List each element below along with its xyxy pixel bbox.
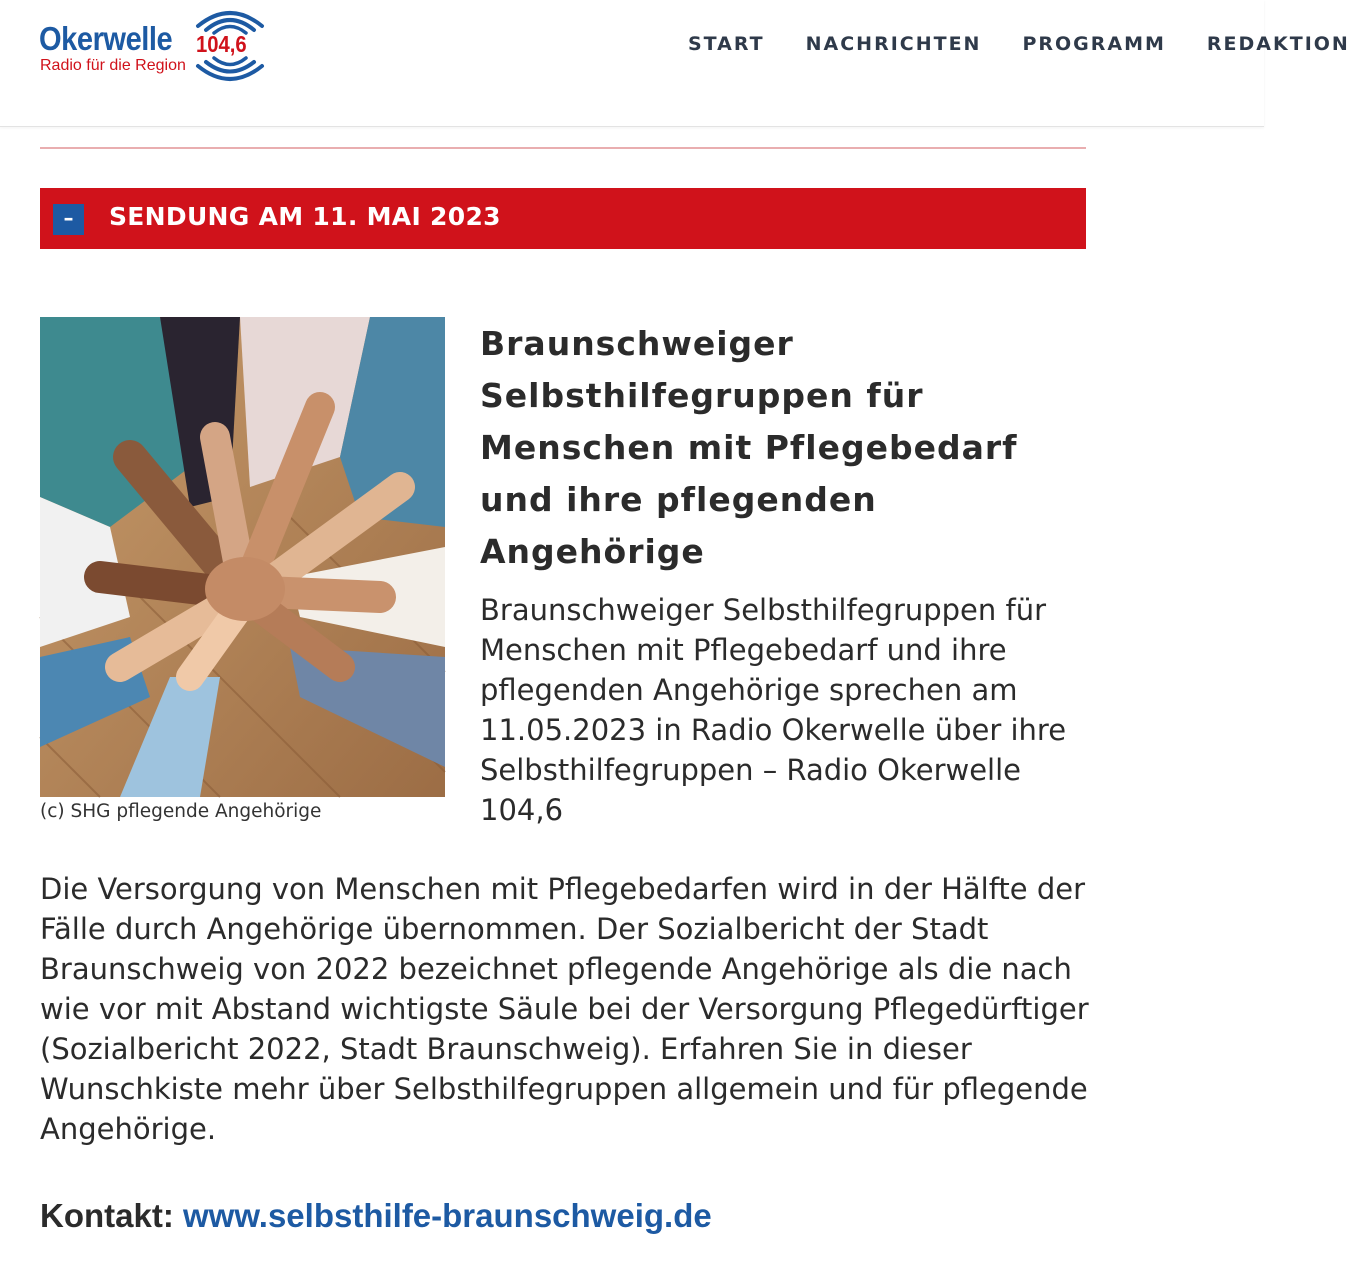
- nav-nachrichten[interactable]: NACHRICHTEN: [805, 33, 982, 55]
- logo-tagline: Radio für die Region: [40, 57, 186, 74]
- image-caption: (c) SHG pflegende Angehörige: [40, 801, 322, 822]
- nav-start[interactable]: START: [688, 33, 765, 55]
- site-header: [0, 0, 1350, 127]
- article-body: Die Versorgung von Menschen mit Pflegebedarfen wird in der Hälfte der Fälle durch Angehörige übernommen. Der Sozialbericht der Stadt Braunschweig von 2022 bezeichnet pflegende Angehörige als die nach wie vor mit Abstand wichtigste Säule bei der Versorgung Pflegedürftiger (Sozialbericht 2022, Stadt Braunschweig). Erfahren Sie in dieser Wunschkiste mehr über Selbsthilfegruppen allgemein und für pflegende Angehörige.: [40, 872, 1089, 1146]
- divider-line: [40, 147, 1086, 149]
- accordion-header[interactable]: [40, 188, 1086, 249]
- logo-name: Okerwelle: [39, 20, 173, 57]
- nav-redaktion[interactable]: REDAKTION: [1206, 33, 1350, 55]
- logo-frequency: 104,6: [196, 31, 247, 57]
- contact-label: Kontakt:: [40, 1197, 174, 1234]
- collapse-toggle-icon[interactable]: –: [53, 204, 84, 235]
- hands-together-photo-icon: [40, 317, 445, 797]
- radio-waves-icon: [190, 2, 270, 88]
- article-photo: [40, 317, 445, 797]
- nav-programm[interactable]: PROGRAMM: [1022, 33, 1166, 55]
- contact-link[interactable]: www.selbsthilfe-braunschweig.de: [183, 1197, 712, 1234]
- main-navigation: [688, 33, 1350, 55]
- accordion-title: SENDUNG AM 11. MAI 2023: [109, 202, 501, 231]
- article-heading: Braunschweiger Selbsthilfegruppen für Menschen mit Pflegebedarf und ihre pflegenden Angehörige: [480, 324, 1018, 571]
- contact-line: [40, 1197, 712, 1235]
- article-lead: Braunschweiger Selbsthilfegruppen für Menschen mit Pflegebedarf und ihre pflegenden Angehörige sprechen am 11.05.2023 in Radio Okerwelle über ihre Selbsthilfegruppen – Radio Okerwelle 104,6: [480, 593, 1067, 827]
- okerwelle-logo[interactable]: [38, 0, 268, 100]
